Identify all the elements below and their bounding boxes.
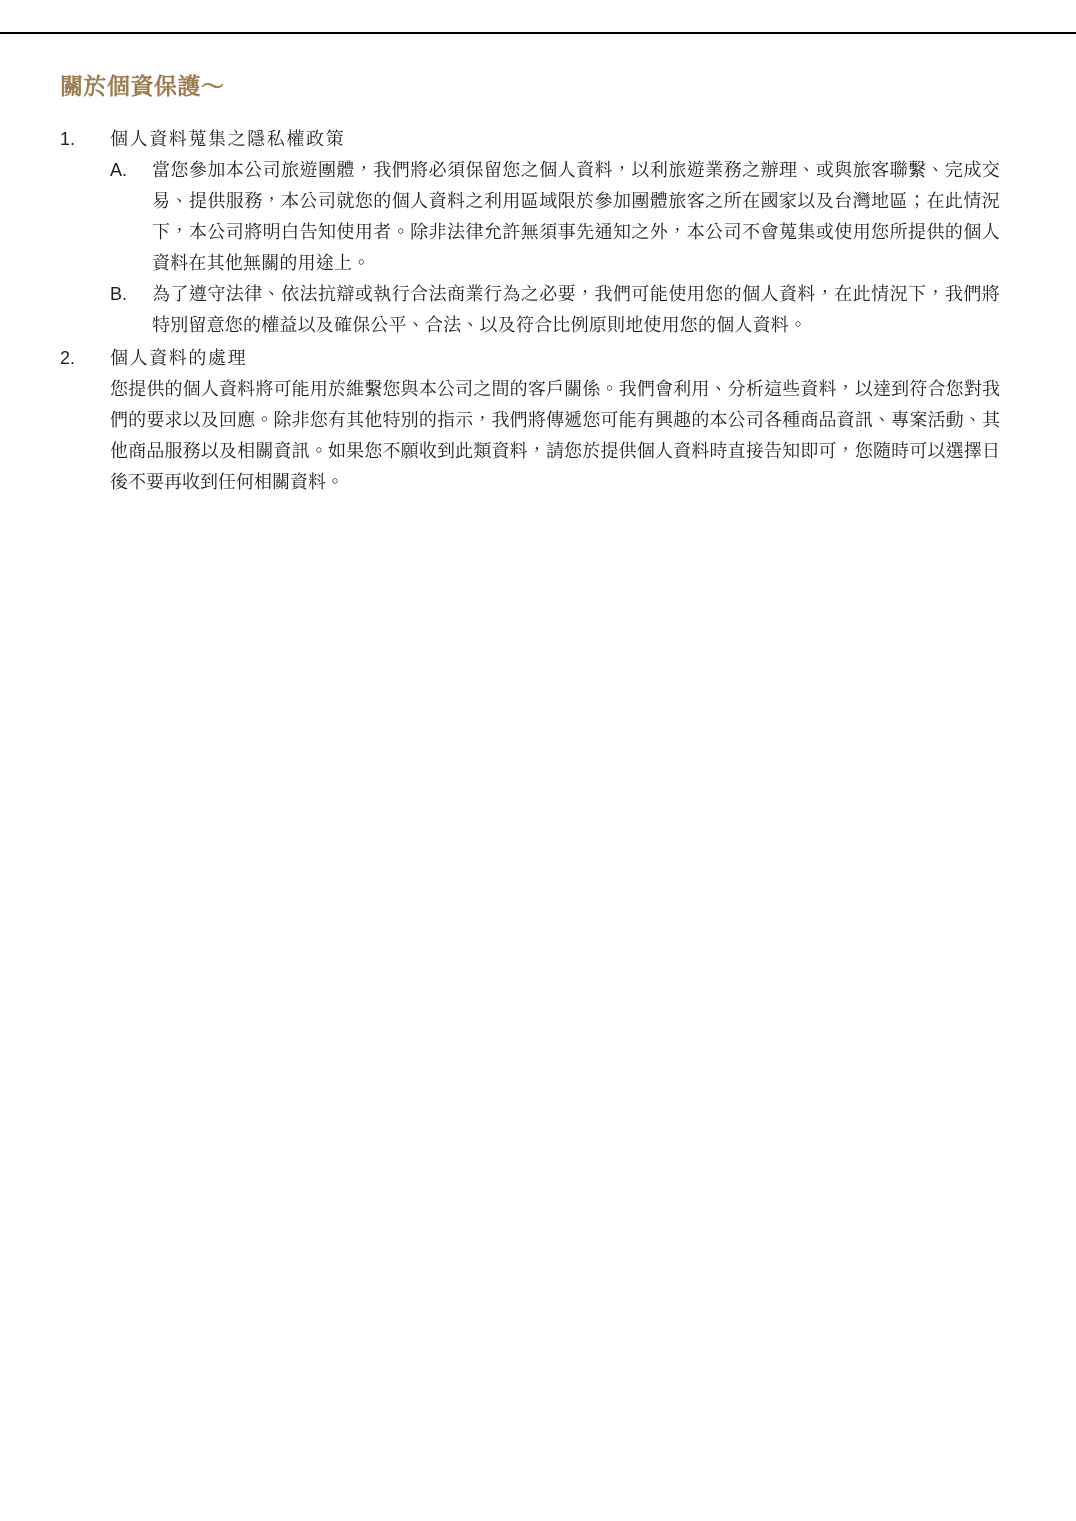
list-item xyxy=(60,343,1000,498)
policy-list xyxy=(60,124,1000,498)
list-item xyxy=(110,279,1000,341)
section-body: 您提供的個人資料將可能用於維繫您與本公司之間的客戶關係。我們會利用、分析這些資料，以達到符合您對我們的要求以及回應。除非您有其他特別的指示，我們將傳遞您可能有興趣的本公司各種商品資訊、專案活動、其他商品服務以及相關資訊。如果您不願收到此類資料，請您於提供個人資料時直接告知即可，您隨時可以選擇日後不要再收到任何相關資料。 xyxy=(110,378,1000,492)
list-item xyxy=(60,124,1000,341)
document-content xyxy=(60,72,1000,500)
page-title: 關於個資保護～ xyxy=(60,73,225,99)
list-marker: 1. xyxy=(60,128,76,149)
sub-list-marker: A. xyxy=(110,159,128,180)
section-heading: 個人資料的處理 xyxy=(110,347,248,368)
sub-list-marker: B. xyxy=(110,283,128,304)
section-heading: 個人資料蒐集之隱私權政策 xyxy=(110,128,346,149)
sub-list xyxy=(110,155,1000,341)
sub-item-text: 為了遵守法律、依法抗辯或執行合法商業行為之必要，我們可能使用您的個人資料，在此情況下，我們將特別留意您的權益以及確保公平、合法、以及符合比例原則地使用您的個人資料。 xyxy=(152,283,1000,335)
sub-item-text: 當您參加本公司旅遊團體，我們將必須保留您之個人資料，以利旅遊業務之辦理、或與旅客聯繫、完成交易、提供服務，本公司就您的個人資料之利用區域限於參加團體旅客之所在國家以及台灣地區；在此情況下，本公司將明白告知使用者。除非法律允許無須事先通知之外，本公司不會蒐集或使用您所提供的個人資料在其他無關的用途上。 xyxy=(152,159,1000,273)
header-divider xyxy=(0,32,1076,34)
list-item xyxy=(110,155,1000,279)
list-marker: 2. xyxy=(60,347,76,368)
